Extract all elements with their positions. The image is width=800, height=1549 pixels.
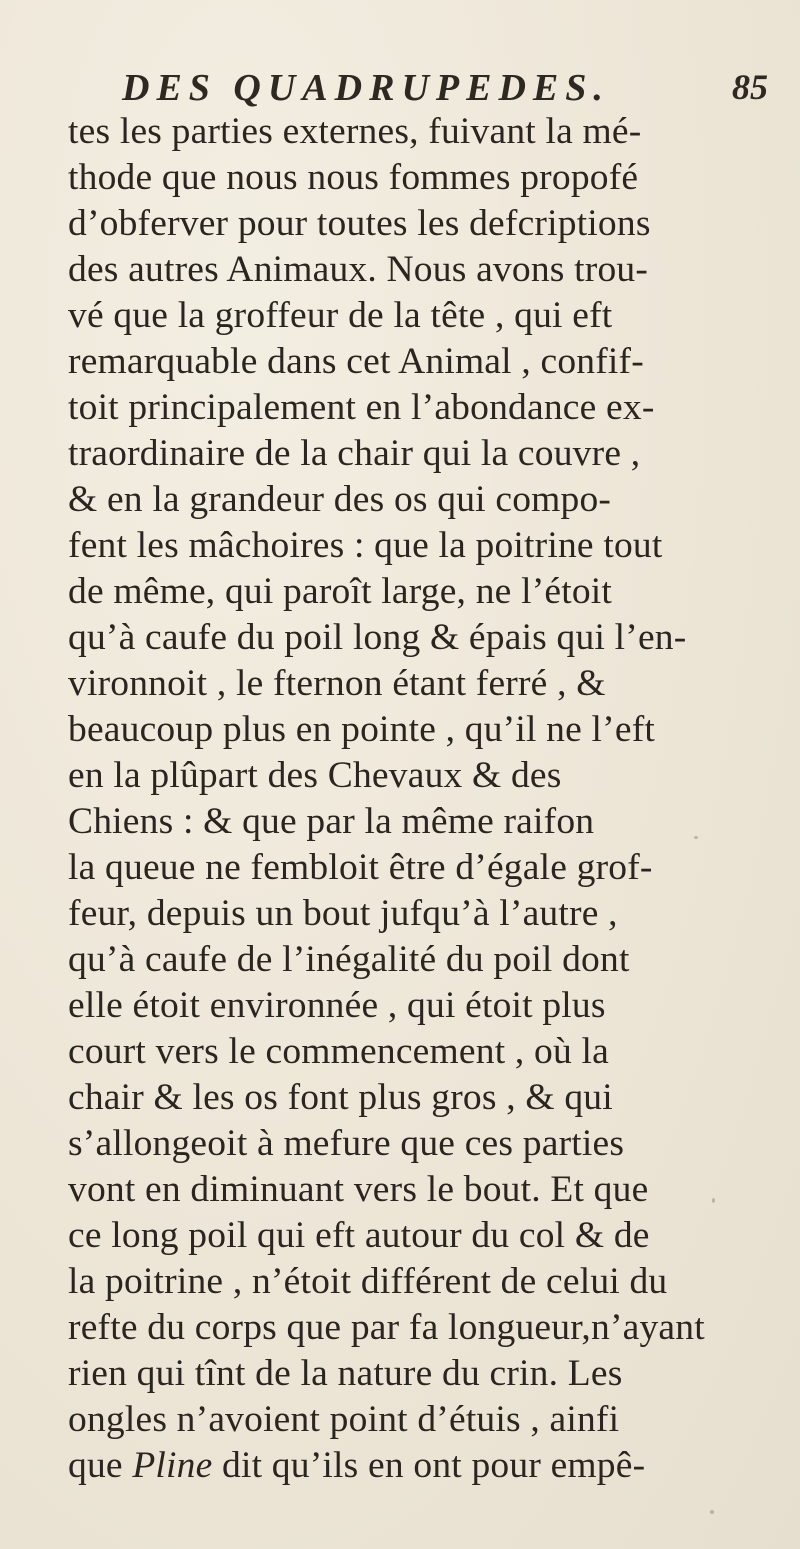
text-line: feur, depuis un bout jufqu’à l’autre , — [68, 893, 618, 934]
text-line: s’allongeoit à mefure que ces parties — [68, 1123, 625, 1164]
text-line: d’obferver pour toutes les defcriptions — [68, 203, 651, 244]
text-fragment: dit qu’ils en ont pour empê- — [212, 1445, 646, 1486]
text-line: refte du corps que par fa longueur,n’ayant — [68, 1307, 705, 1348]
text-line: Chiens : & que par la même raifon — [68, 801, 595, 842]
text-line-last — [68, 1442, 645, 1490]
text-line: des autres Animaux. Nous avons trou- — [68, 249, 649, 290]
text-line: vironnoit , le fternon étant ferré , & — [68, 663, 606, 704]
text-fragment: que — [68, 1445, 133, 1486]
text-line: la queue ne fembloit être d’égale grof- — [68, 847, 653, 888]
text-line: traordinaire de la chair qui la couvre , — [68, 433, 641, 474]
italic-name: Pline — [132, 1445, 213, 1486]
text-line: rien qui tînt de la nature du crin. Les — [68, 1353, 623, 1394]
text-line: court vers le commencement , où la — [68, 1031, 609, 1072]
text-line: en la plûpart des Chevaux & des — [68, 755, 562, 796]
text-line: ongles n’avoient point d’étuis , ainfi — [68, 1399, 620, 1440]
text-line: beaucoup plus en pointe , qu’il ne l’eft — [68, 709, 655, 750]
page-number: 85 — [732, 67, 768, 107]
text-line: remarquable dans cet Animal , confif- — [68, 341, 644, 382]
text-line: qu’à caufe de l’inégalité du poil dont — [68, 939, 630, 980]
text-line: toit principalement en l’abondance ex- — [68, 387, 655, 428]
text-line: vont en diminuant vers le bout. Et que — [68, 1169, 649, 1210]
text-line: de même, qui paroît large, ne l’étoit — [68, 571, 613, 612]
running-head — [0, 62, 800, 114]
text-line: ce long poil qui eft autour du col & de — [68, 1215, 650, 1256]
text-line: vé que la groffeur de la tête , qui eft — [68, 295, 613, 336]
text-line: chair & les os font plus gros , & qui — [68, 1077, 613, 1118]
text-line: fent les mâchoires : que la poitrine tout — [68, 525, 663, 566]
text-line: & en la grandeur des os qui compo- — [68, 479, 612, 520]
paper-speck — [694, 836, 698, 839]
text-line: qu’à caufe du poil long & épais qui l’en- — [68, 617, 687, 658]
paper-speck — [710, 1510, 714, 1514]
text-line: tes les parties externes, fuivant la mé- — [68, 111, 642, 152]
running-title: DES QUADRUPEDES. — [122, 67, 610, 109]
text-line: elle étoit environnée , qui étoit plus — [68, 985, 606, 1026]
text-line: thode que nous nous fommes propofé — [68, 157, 639, 198]
text-line: la poitrine , n’étoit différent de celui du — [68, 1261, 668, 1302]
paper-speck — [712, 1198, 715, 1203]
